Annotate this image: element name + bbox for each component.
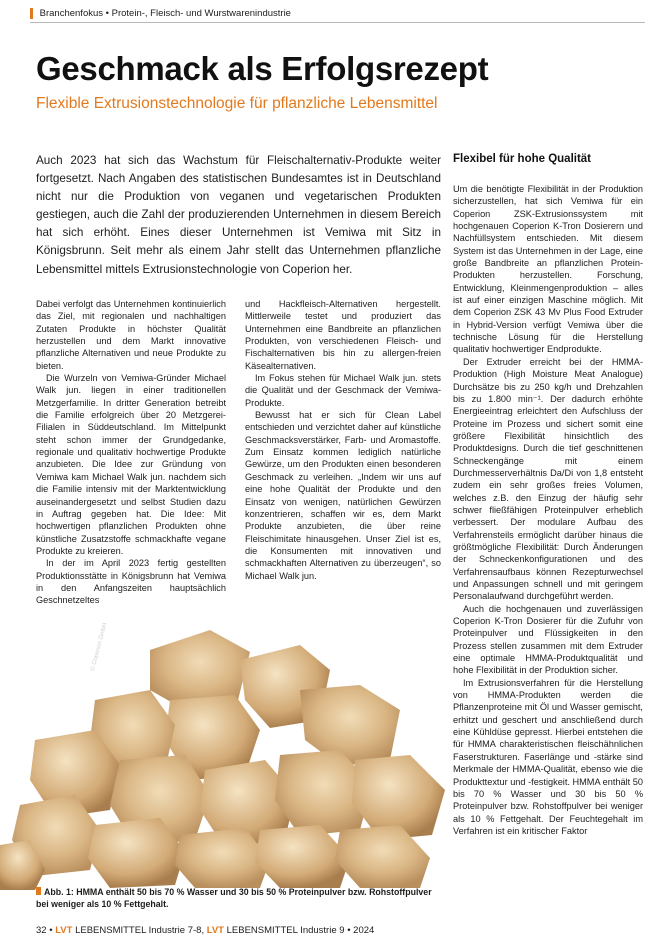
figure-caption bbox=[36, 886, 436, 910]
caption-marker bbox=[36, 887, 41, 895]
article-subtitle: Flexible Extrusionstechnologie für pflanzliche Lebensmittel bbox=[36, 95, 438, 112]
footer-issue-2: LEBENSMITTEL Industrie 9 bbox=[226, 925, 345, 936]
footer-bullet: • bbox=[347, 925, 351, 936]
meat-analogue-pieces bbox=[0, 630, 445, 890]
column-2 bbox=[245, 298, 441, 582]
header-topic: Protein-, Fleisch- und Wurstwarenindustrie bbox=[111, 8, 291, 19]
running-header bbox=[30, 8, 645, 23]
image-credit: © Coperion GmbH bbox=[90, 622, 109, 672]
paragraph: In der im April 2023 fertig gestellten Produktionsstätte in Königsbrunn hat Vemiwa in den Anfangszeiten hauptsächlich Geschnetzeltes bbox=[36, 558, 226, 606]
header-section: Branchenfokus bbox=[39, 8, 104, 19]
paragraph: und Hackfleisch-Alternativen hergestellt. Mittlerweile testet und produziert das Unternehmen eine Bandbreite an pflanzlichen Produkten, von verschiedenen Fleisch- und Fischalternativen bis hin zu allergen-freien Käsealternativen. bbox=[245, 299, 441, 371]
paragraph: Der Extruder erreicht bei der HMMA-Produktion (High Moisture Meat Analogue) Durchsätze bis zu 250 kg/h und Drehzahlen bis zu 1.800 min⁻¹. Der dadurch erhöhte Energieeintrag erleichtert den Aufschluss der Proteine im Prozess und sichert somit eine größere Flexibilität hinsichtlich des Produktdesigns. Durch die tief geschnittenen Schneckengänge mit einem Durchmesserverhältnis Da/Di von 1,8 entsteht zudem ein sehr großes freies Volumen, welches z.B. den Einzug der häufig sehr schwer fließfähigen Proteinpulver erheblich verbessert. Der modulare Aufbau des Verfahrensteils ermöglicht darüber hinaus die größtmögliche Flexibilität: Durch Änderungen der Schneckenkonfigurationen und des Verfahrensaufbaus können Rezepturwechsel und Anpassungen schnell und mit geringem Personalaufwand durchgeführt werden. bbox=[453, 356, 643, 602]
paragraph: Im Fokus stehen für Michael Walk jun. stets die Qualität und der Geschmack der Vemiwa-Produkte. bbox=[245, 373, 441, 408]
brand-lvt: LVT bbox=[55, 925, 73, 936]
column-3 bbox=[453, 183, 643, 837]
page-number: 32 bbox=[36, 925, 47, 936]
section-marker bbox=[30, 8, 33, 19]
paragraph: Dabei verfolgt das Unternehmen kontinuierlich das Ziel, mit regionalen und nachhaltigen Zutaten Produkte in höchster Qualität herzustellen und dem Markt innovative pflanzliche Alternativen und neue Produkte zu bieten. bbox=[36, 299, 226, 371]
footer-year: 2024 bbox=[353, 925, 375, 936]
column-1 bbox=[36, 298, 226, 607]
header-bullet: • bbox=[105, 8, 109, 19]
page-footer bbox=[36, 925, 374, 936]
footer-issue-1: LEBENSMITTEL Industrie 7-8, bbox=[75, 925, 205, 936]
product-photo bbox=[0, 590, 470, 890]
brand-lvt: LVT bbox=[206, 925, 224, 936]
article-lead: Auch 2023 hat sich das Wachstum für Fleischalternativ-Produkte weiter fortgesetzt. Nach Angaben des statistischen Bundesamtes ist in Deutschland nicht nur die Produktion von veganen und vegetarischen Produkten gestiegen, auch die Zahl der produzierenden Unternehmen in diesem Bereich hat sich erhöht. Eines dieser Unternehmen ist Vemiwa mit Sitz in Königsbrunn. Seit mehr als einem Jahr stellt das Unternehmen pflanzliche Lebensmittel mittels Extrusionstechnologie von Coperion her. bbox=[36, 154, 441, 276]
footer-bullet: • bbox=[49, 925, 53, 936]
paragraph: Bewusst hat er sich für Clean Label entschieden und verzichtet daher auf künstliche Geschmacksverstärker, Farb- und Aromastoffe. Zum Einsatz kommen lediglich natürliche Gewürze, um den Produkten einen besonderen Geschmack zu verleihen. „Indem wir uns auf eine hohe Qualität der Produkte und den Einsatz von wenigen, natürlichen Gewürzen konzentrieren, schaffen wir es, dem Markt Produkte anzubieten, die über reine Fleischimitate hinausgehen. Unser Ziel ist es, die Konsumenten mit innovativen und schmackhaften Alternativen zu überzeugen“, so Michael Walk jun. bbox=[245, 410, 441, 581]
article-title: Geschmack als Erfolgsrezept bbox=[36, 50, 489, 87]
paragraph: Die Wurzeln von Vemiwa-Gründer Michael Walk jun. liegen in einer traditionellen Metzgerfamilie. In dritter Generation betreibt die Familie erfolgreich über 20 Metzgerei-Filialen in Süddeutschland. Im Mittelpunkt steht schon immer der Grundgedanke, regionale und qualitativ hochwertige Produkte anzubieten. Die Idee zur Gründung von Vemiwa kam Michael Walk jun. nachdem sich die Familie intensiv mit der Marktentwicklung auseinandergesetzt und selbst Studien dazu in Auftrag gegeben hat. Die Idee: Mit hochwertigen pflanzlichen Produkten ohne künstliche Zusatzstoffe schmackhafte vegane Produkte zu kreieren. bbox=[36, 373, 226, 556]
section-heading: Flexibel für hohe Qualität bbox=[453, 153, 592, 165]
paragraph: Im Extrusionsverfahren für die Herstellung von HMMA-Produkten werden die Pflanzenproteine mit Öl und Wasser gemischt, erhitzt und geschert und anschließend durch eine Kühldüse gepresst. Hierbei entstehen die für HMMA charakteristischen fleischähnlichen Faserstrukturen. Faserlänge und -stärke sind Merkmale der HMMA-Qualität, ebenso wie die Produkttextur und -festigkeit. HMMA enthält 50 bis 70 % Wasser und 30 bis 50 % Proteinpulver bzw. Rohstoffpulver bei weniger als 10 % Fettgehalt. Der Feuchtegehalt im Verfahren ist ein kritischer Faktor bbox=[453, 677, 643, 836]
paragraph: Um die benötigte Flexibilität in der Produktion sicherzustellen, hat sich Vemiwa für ein Coperion ZSK-Extrusionssystem mit hochgenauen Coperion K-Tron Dosierern und Nachfüllsystem entschieden. Mit diesem System ist das Unternehmen in der Lage, eine große Bandbreite an pflanzlichen Protein-Produkten herzustellen. Forschung, Entwicklung, Kleinmengenproduktion – alles ist auf einer einzigen Maschine möglich. Mit dem Coperion ZSK 43 Mv Plus Food Extruder in Hybrid-Version verfügt Vemiwa über die technische Lösung für die Herstellung qualitativ hochwertiger Endprodukte. bbox=[453, 184, 643, 355]
paragraph: Auch die hochgenauen und zuverlässigen Coperion K-Tron Dosierer für die Zufuhr von Proteinpulver und Flüssigkeiten in den Prozess stellen zusammen mit dem Extruder eine optimale HMMA-Produktqualität und hohe Flexibilität in der Produktion sicher. bbox=[453, 603, 643, 676]
caption-text: Abb. 1: HMMA enthält 50 bis 70 % Wasser und 30 bis 50 % Proteinpulver bzw. Rohstoffpulver bei weniger als 10 % Fettgehalt. bbox=[36, 887, 432, 909]
